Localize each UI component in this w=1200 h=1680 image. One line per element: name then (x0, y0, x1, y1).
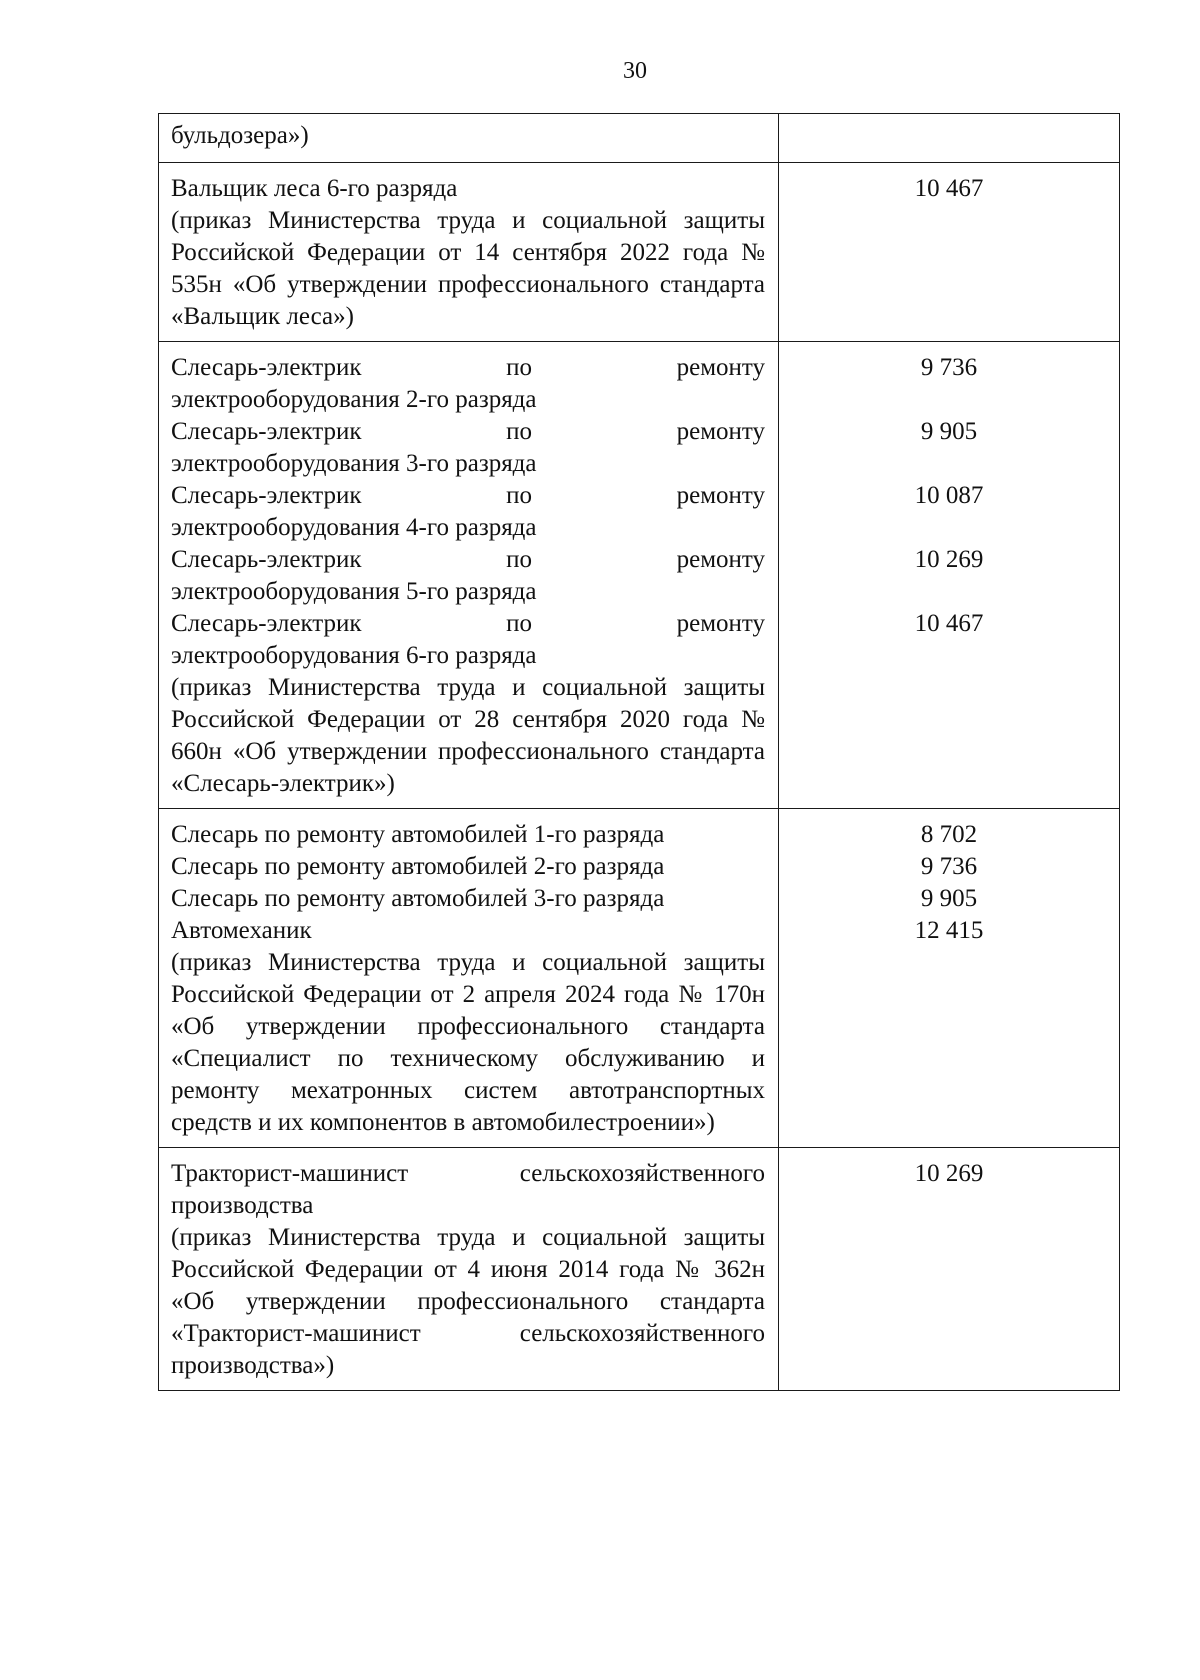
profession-title-part: ремонту (676, 354, 765, 381)
profession-title: Слесарь по ремонту автомобилей 1-го разряда (171, 821, 665, 848)
value-text: 9 736 (920, 853, 978, 880)
profession-title-part: по (506, 610, 532, 637)
order-reference: (приказ Министерства труда и социальной защиты Российской Федерации от 2 апреля 2024 года № 170н «Об утверждении профессионального стандарта «Специалист по техническому обслуживанию и ремонту мехатронных систем автотранспортных средств и их компонентов в автомобилестроении») (171, 949, 765, 1136)
profession-title-tail: электрооборудования 2-го разряда (171, 386, 537, 413)
value-text: 10 467 (914, 175, 984, 202)
profession-item (171, 416, 765, 480)
continuation-text: бульдозера») (171, 122, 309, 149)
value-text: 10 269 (914, 546, 984, 573)
value-text: 10 087 (914, 482, 984, 509)
profession-title-part: Слесарь-электрик (171, 418, 362, 445)
profession-title-part: по (506, 482, 532, 509)
value-cell (779, 163, 1120, 342)
value-text: 8 702 (920, 821, 978, 848)
value-text: 9 905 (920, 885, 978, 912)
value-cell (779, 809, 1120, 1148)
value-cell (779, 1148, 1120, 1391)
profession-cell (159, 1148, 779, 1391)
order-reference: (приказ Министерства труда и социальной защиты Российской Федерации от 28 сентября 2020 года № 660н «Об утверждении профессионального стандарта «Слесарь-электрик») (171, 674, 765, 797)
profession-title-part: по (506, 546, 532, 573)
table-row (159, 809, 1120, 1148)
profession-rates-table (158, 113, 1120, 1391)
profession-item (171, 608, 765, 672)
profession-item (171, 352, 765, 416)
profession-title: Слесарь по ремонту автомобилей 3-го разряда (171, 885, 665, 912)
profession-item (171, 544, 765, 608)
table-row (159, 114, 1120, 163)
profession-title: Слесарь по ремонту автомобилей 2-го разряда (171, 853, 665, 880)
profession-title-tail: электрооборудования 3-го разряда (171, 450, 537, 477)
profession-cell (159, 809, 779, 1148)
profession-title-tail: электрооборудования 5-го разряда (171, 578, 537, 605)
profession-title-part: Слесарь-электрик (171, 354, 362, 381)
value-cell (779, 342, 1120, 809)
profession-title-part: по (506, 354, 532, 381)
table-row (159, 1148, 1120, 1391)
profession-cell (159, 114, 779, 163)
profession-title-part: ремонту (676, 482, 765, 509)
profession-title-part: Слесарь-электрик (171, 610, 362, 637)
table-row (159, 163, 1120, 342)
value-text: 10 269 (914, 1160, 984, 1187)
value-cell (779, 114, 1120, 163)
value-text: 12 415 (914, 917, 984, 944)
profession-title: Тракторист-машинист сельскохозяйственного производства (171, 1160, 765, 1219)
profession-title-tail: электрооборудования 6-го разряда (171, 642, 537, 669)
profession-title-part: ремонту (676, 418, 765, 445)
profession-title-part: по (506, 418, 532, 445)
profession-title: Вальщик леса 6-го разряда (171, 175, 458, 202)
order-reference: (приказ Министерства труда и социальной защиты Российской Федерации от 4 июня 2014 года № 362н «Об утверждении профессионального стандарта «Тракторист-машинист сельскохозяйственного производства») (171, 1224, 765, 1379)
table-row (159, 342, 1120, 809)
profession-item (171, 480, 765, 544)
profession-title-part: Слесарь-электрик (171, 482, 362, 509)
profession-title-tail: электрооборудования 4-го разряда (171, 514, 537, 541)
value-text: 10 467 (914, 610, 984, 637)
profession-title-part: ремонту (676, 610, 765, 637)
page-number: 30 (623, 58, 647, 84)
profession-cell (159, 342, 779, 809)
value-text: 9 736 (920, 354, 978, 381)
profession-cell (159, 163, 779, 342)
profession-title: Автомеханик (171, 917, 312, 944)
profession-title-part: Слесарь-электрик (171, 546, 362, 573)
profession-title-part: ремонту (676, 546, 765, 573)
value-text: 9 905 (920, 418, 978, 445)
order-reference: (приказ Министерства труда и социальной защиты Российской Федерации от 14 сентября 2022 года № 535н «Об утверждении профессионального стандарта «Вальщик леса») (171, 207, 765, 330)
